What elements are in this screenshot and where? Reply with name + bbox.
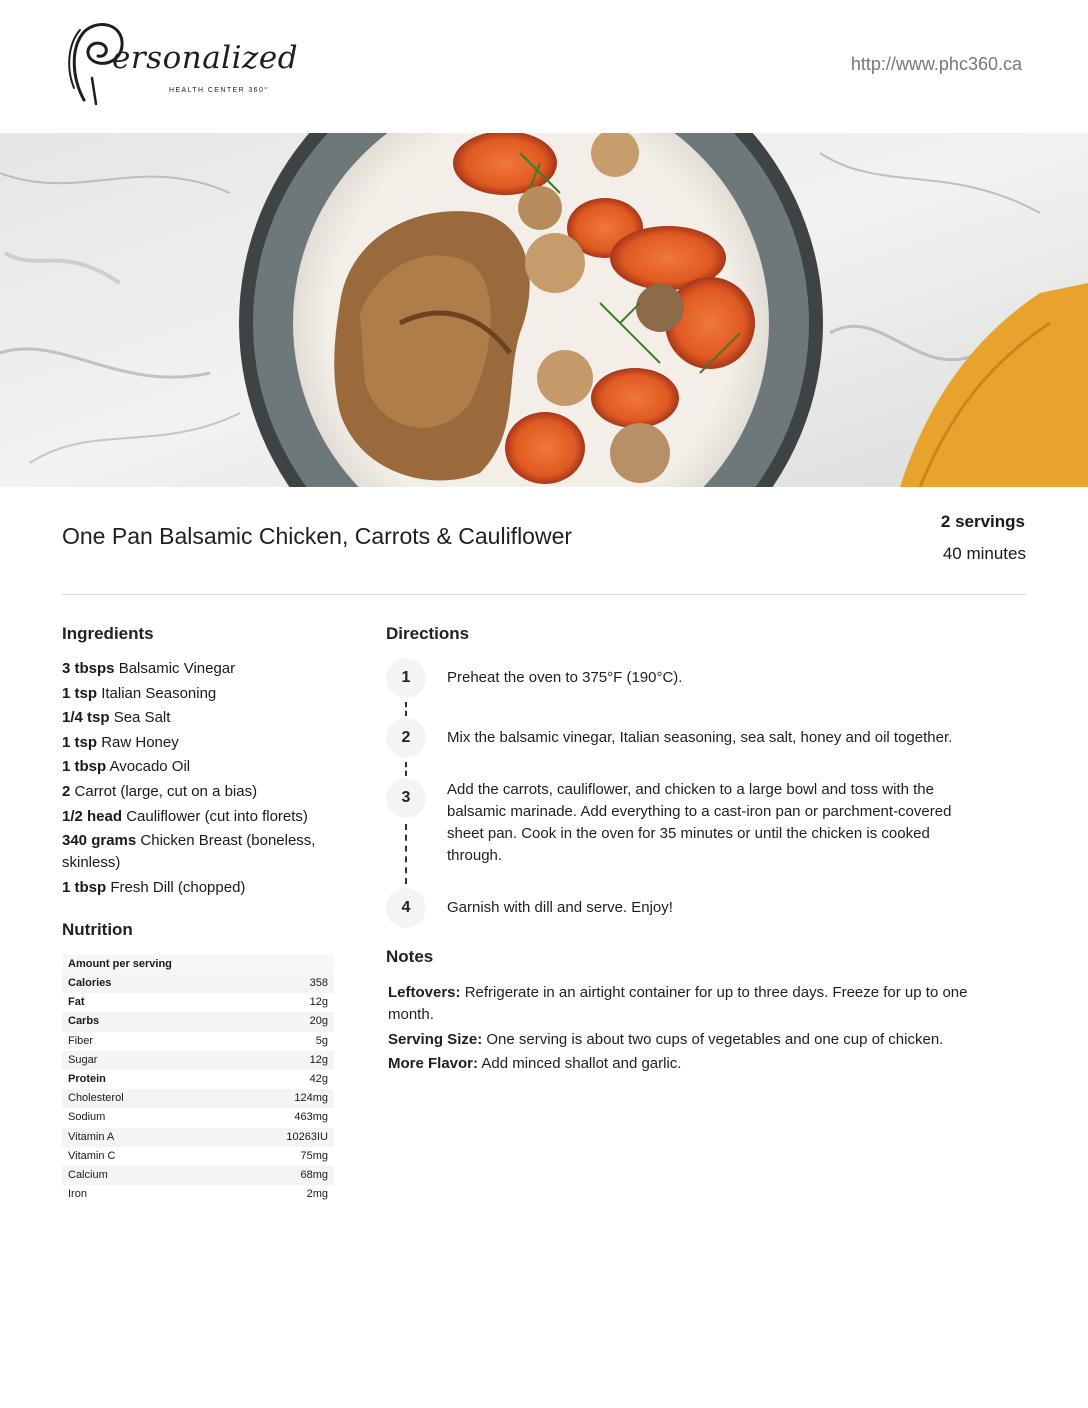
step-text: Garnish with dill and serve. Enjoy! xyxy=(447,899,673,916)
hero-image xyxy=(0,133,1088,487)
recipe-title: One Pan Balsamic Chicken, Carrots & Cauliflower xyxy=(62,523,573,549)
directions-heading: Directions xyxy=(386,624,470,643)
logo-subtext: HEALTH CENTER 360° xyxy=(169,87,269,94)
nutrition-row: Cholesterol 124mg xyxy=(62,1089,334,1108)
page-header xyxy=(0,0,1088,133)
note-item: More Flavor: Add minced shallot and garlic. xyxy=(388,1055,682,1072)
nutrition-row: Protein 42g xyxy=(68,1072,328,1085)
step-number: 2 xyxy=(386,718,426,758)
food-photo xyxy=(0,133,1088,487)
nutrition-table xyxy=(62,955,334,1204)
step-connector xyxy=(405,762,407,776)
ingredient-item: 1/2 head Cauliflower (cut into florets) xyxy=(62,807,308,825)
nutrition-table-heading: Amount per serving xyxy=(62,955,334,974)
site-url[interactable]: http://www.phc360.ca xyxy=(850,54,1022,74)
step-text: Mix the balsamic vinegar, Italian seasoning, sea salt, honey and oil together. xyxy=(447,729,953,746)
notes-list xyxy=(388,982,998,1078)
nutrition-row: Fiber 5g xyxy=(68,1034,328,1047)
nutrition-row: Fat 12g xyxy=(68,996,328,1009)
step-number: 3 xyxy=(386,778,426,818)
step-text: Preheat the oven to 375°F (190°C). xyxy=(447,669,683,686)
ingredients-list xyxy=(62,658,334,901)
nutrition-row: Iron 2mg xyxy=(68,1188,328,1201)
logo xyxy=(62,18,299,108)
ingredient-item: 1 tsp Italian Seasoning xyxy=(62,684,217,702)
nutrition-row: Vitamin A 10263IU xyxy=(62,1128,334,1147)
ingredient-item: 1 tbsp Fresh Dill (chopped) xyxy=(62,878,246,896)
note-item: Leftovers: Refrigerate in an airtight container for up to three days. Freeze for up to one month. xyxy=(388,984,968,1023)
step-connector xyxy=(405,824,407,884)
ingredient-item: 1 tsp Raw Honey xyxy=(62,733,179,751)
ingredients-heading: Ingredients xyxy=(62,624,154,643)
nutrition-row: Sodium 463mg xyxy=(68,1111,328,1124)
nutrition-row: Vitamin C 75mg xyxy=(68,1149,328,1162)
step-number: 1 xyxy=(386,658,426,698)
cook-time: 40 minutes xyxy=(942,544,1026,563)
ingredient-item: 1/4 tsp Sea Salt xyxy=(62,709,171,727)
note-item: Serving Size: One serving is about two cups of vegetables and one cup of chicken. xyxy=(388,1030,944,1048)
ingredient-item: 3 tbsps Balsamic Vinegar xyxy=(62,660,236,677)
nutrition-row: Carbs 20g xyxy=(62,1012,334,1031)
divider xyxy=(62,594,1026,595)
step-number: 4 xyxy=(386,888,426,928)
logo-text: ersonalized xyxy=(112,40,299,76)
servings: 2 servings xyxy=(940,512,1025,531)
ingredient-item: 340 grams Chicken Breast (boneless, skinless) xyxy=(62,832,316,872)
nutrition-row: Calcium 68mg xyxy=(62,1166,334,1185)
nutrition-heading: Nutrition xyxy=(62,920,133,939)
step-text: Add the carrots, cauliflower, and chicken to a large bowl and toss with the balsamic marinade. Add everything to a cast-iron pan or parchment-covered sheet pan. Cook in the oven for 35 minutes or until the chicken is cooked through. xyxy=(447,781,952,864)
ingredient-item: 1 tbsp Avocado Oil xyxy=(62,758,191,776)
step-connector xyxy=(405,702,407,716)
nutrition-row: Calories 358 xyxy=(62,974,334,993)
ingredient-item: 2 Carrot (large, cut on a bias) xyxy=(62,782,258,800)
notes-heading: Notes xyxy=(386,947,434,966)
nutrition-row: Sugar 12g xyxy=(62,1051,334,1070)
